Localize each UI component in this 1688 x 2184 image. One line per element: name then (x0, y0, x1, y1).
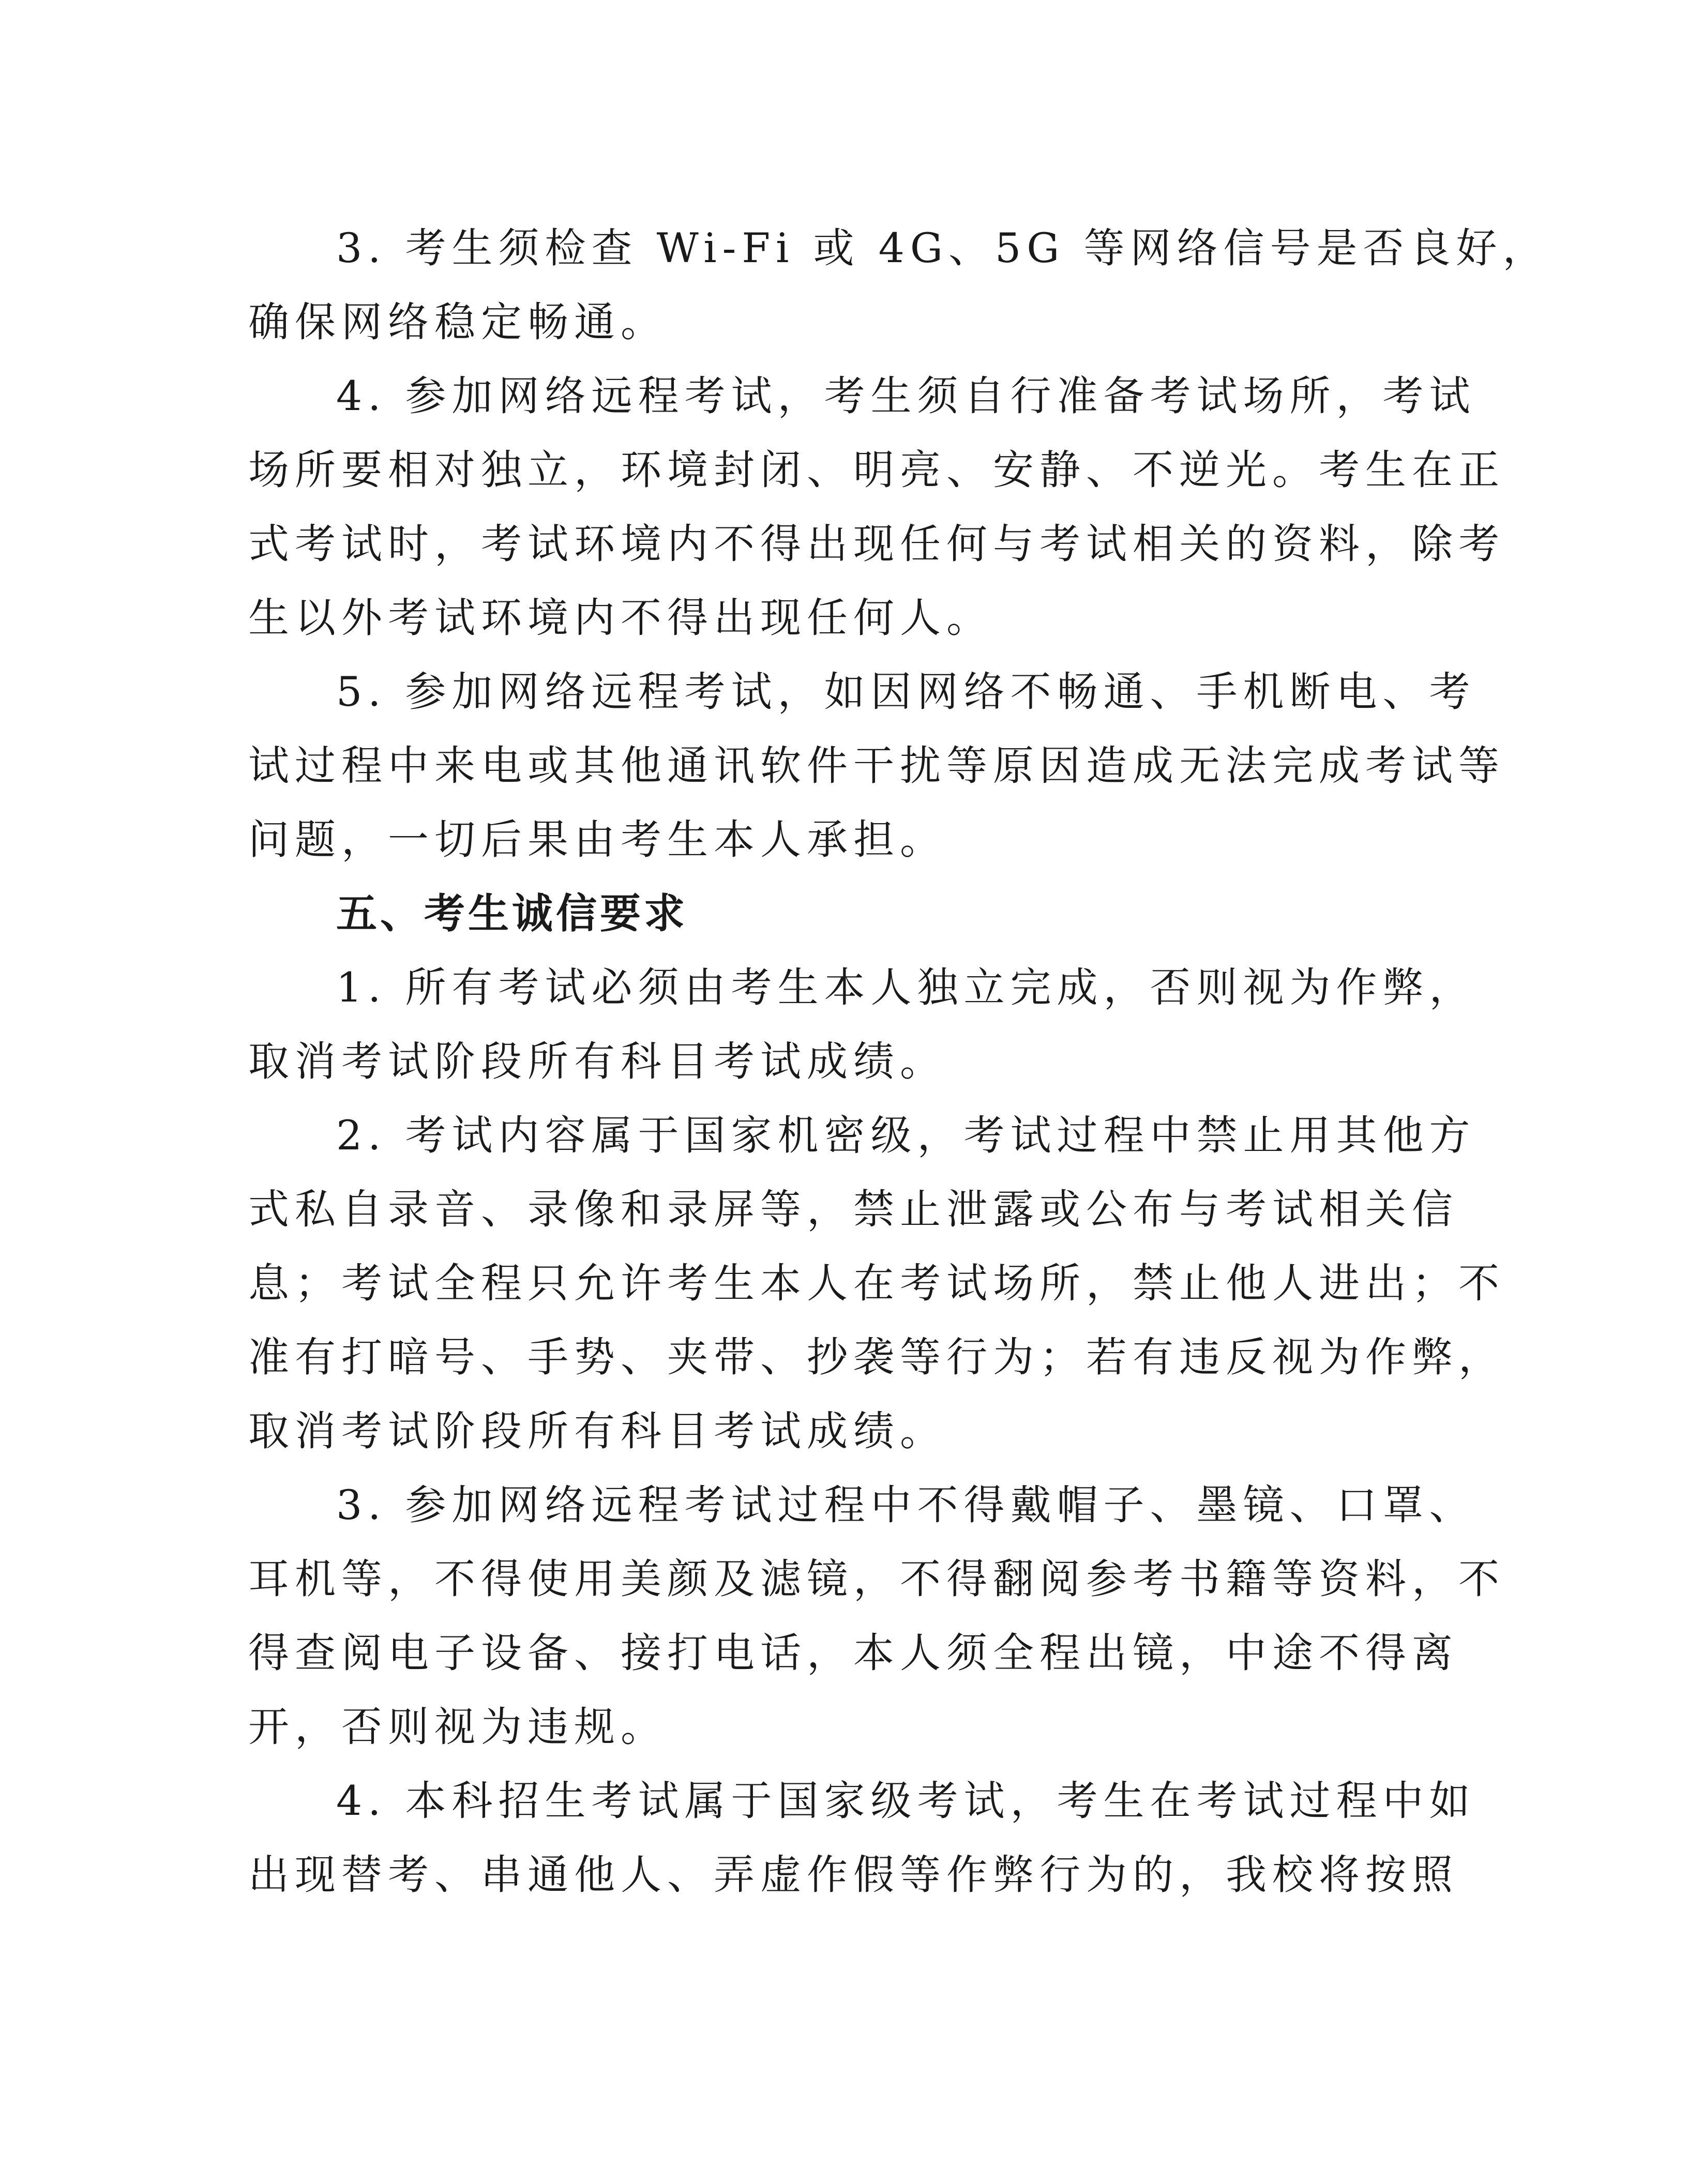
paragraph-line: 2. 考试内容属于国家机密级，考试过程中禁止用其他方 (336, 1112, 1476, 1159)
paragraph-line: 3. 参加网络远程考试过程中不得戴帽子、墨镜、口罩、 (336, 1481, 1476, 1529)
paragraph-line: 式私自录音、录像和录屏等，禁止泄露或公布与考试相关信 (248, 1186, 1458, 1233)
paragraph-line: 式考试时，考试环境内不得出现任何与考试相关的资料，除考 (248, 520, 1505, 568)
paragraph-line: 取消考试阶段所有科目考试成绩。 (248, 1407, 946, 1455)
paragraph-line: 准有打暗号、手势、夹带、抄袭等行为；若有违反视为作弊， (248, 1333, 1505, 1381)
paragraph-line: 耳机等，不得使用美颜及滤镜，不得翻阅参考书籍等资料，不 (248, 1555, 1505, 1603)
paragraph-line: 出现替考、串通他人、弄虚作假等作弊行为的，我校将按照 (248, 1851, 1458, 1899)
section-heading: 五、考生诚信要求 (336, 890, 688, 937)
paragraph-line: 生以外考试环境内不得出现任何人。 (248, 594, 993, 642)
paragraph-line: 取消考试阶段所有科目考试成绩。 (248, 1038, 946, 1085)
paragraph-line: 确保网络稳定畅通。 (248, 298, 667, 346)
paragraph-line: 1. 所有考试必须由考生本人独立完成，否则视为作弊， (336, 964, 1476, 1011)
paragraph-line: 试过程中来电或其他通讯软件干扰等原因造成无法完成考试等 (248, 742, 1505, 790)
paragraph-line: 开，否则视为违规。 (248, 1703, 667, 1751)
paragraph-line: 场所要相对独立，环境封闭、明亮、安静、不逆光。考生在正 (248, 446, 1505, 494)
paragraph-line: 3. 考生须检查 Wi-Fi 或 4G、5G 等网络信号是否良好， (336, 224, 1549, 272)
paragraph-line: 5. 参加网络远程考试，如因网络不畅通、手机断电、考 (336, 668, 1476, 716)
paragraph-line: 息；考试全程只允许考生本人在考试场所，禁止他人进出；不 (248, 1260, 1505, 1307)
paragraph-line: 问题，一切后果由考生本人承担。 (248, 816, 946, 863)
paragraph-line: 4. 参加网络远程考试，考生须自行准备考试场所，考试 (336, 372, 1476, 420)
paragraph-line: 得查阅电子设备、接打电话，本人须全程出镜，中途不得离 (248, 1629, 1458, 1677)
paragraph-line: 4. 本科招生考试属于国家级考试，考生在考试过程中如 (336, 1777, 1476, 1825)
